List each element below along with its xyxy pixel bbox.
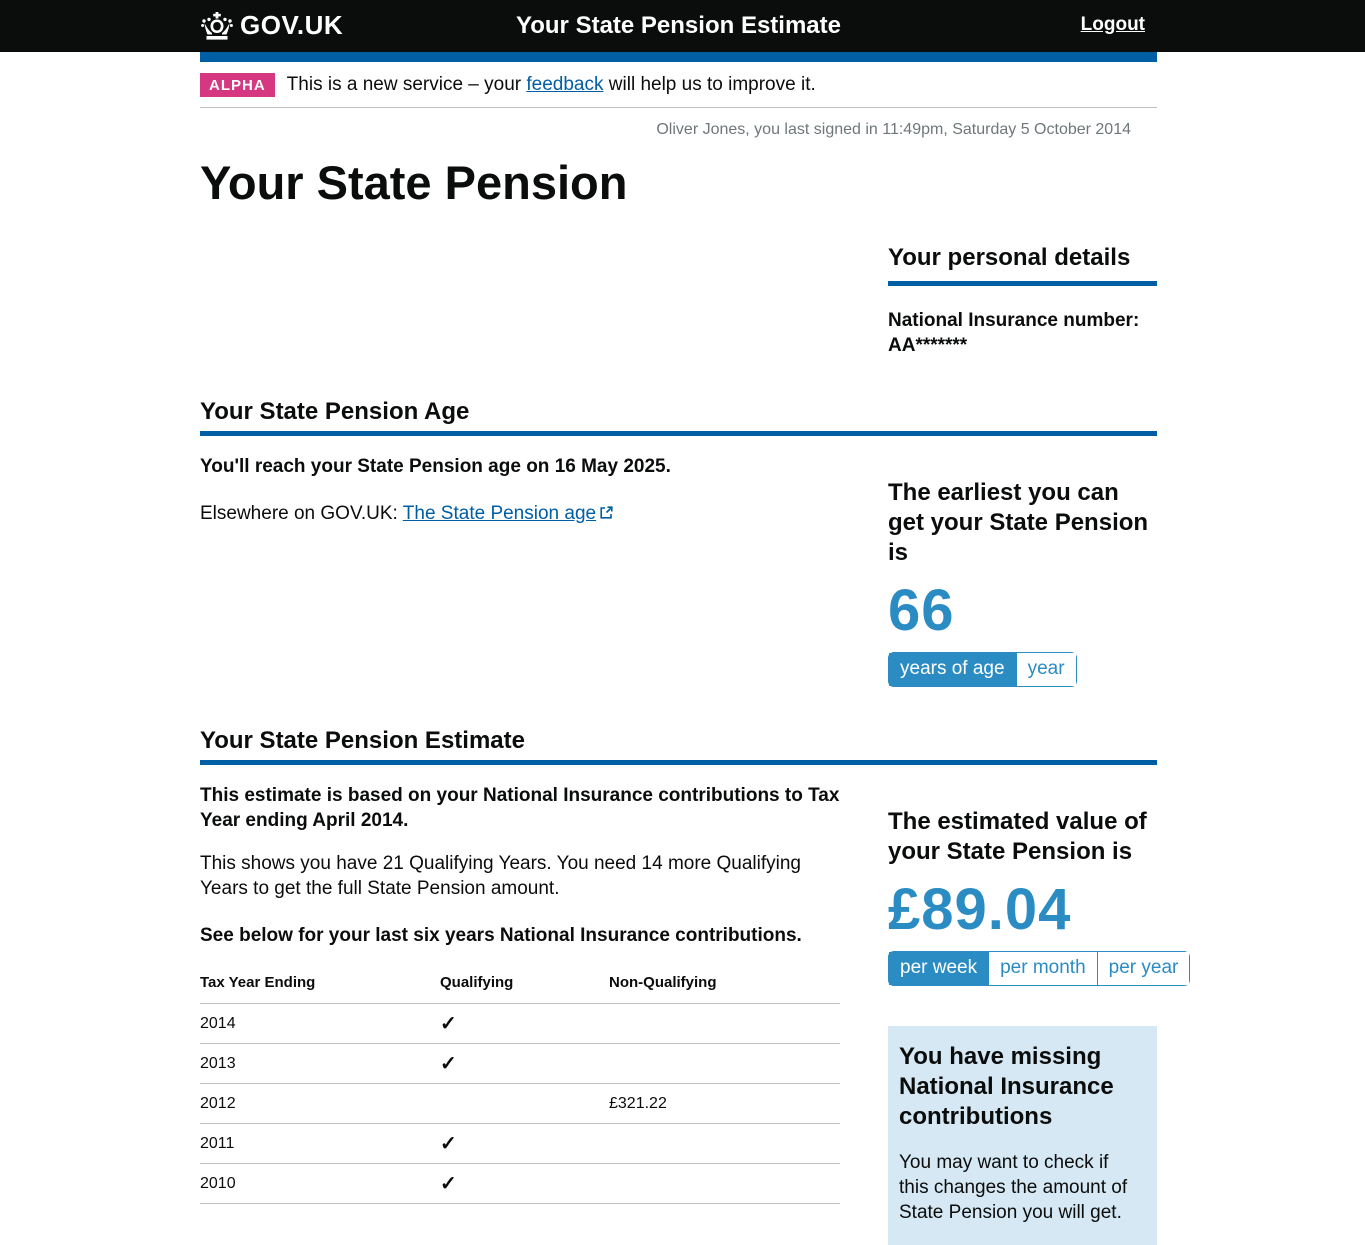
estimated-value-panel — [888, 807, 1179, 986]
phase-banner-text — [287, 74, 816, 96]
feedback-link[interactable]: feedback — [526, 74, 604, 95]
ni-number-value: AA******* — [888, 335, 968, 356]
phase-banner — [200, 62, 1157, 108]
missing-contributions-heading: You have missing National Insurance contributions — [899, 1043, 1114, 1130]
phase-text-after: will help us to improve it. — [603, 74, 816, 95]
logout-link[interactable]: Logout — [1080, 14, 1145, 35]
page-title: Your State Pension — [200, 156, 628, 209]
tab-per-month[interactable]: per month — [988, 952, 1097, 985]
site-header — [0, 0, 1365, 52]
non-qualifying-cell — [609, 1004, 840, 1044]
earliest-age-panel — [888, 454, 1157, 687]
estimated-value-amount: £89.04 — [888, 877, 1072, 942]
logo-text: GOV.UK — [240, 10, 344, 40]
tax-year-cell: 2012 — [200, 1084, 440, 1124]
signed-in-status: Oliver Jones, you last signed in 11:49pm, Saturday 5 October 2014 — [656, 121, 1131, 138]
govuk-logo[interactable] — [200, 10, 343, 41]
pension-age-section — [200, 398, 1157, 687]
estimated-value-heading: The estimated value of your State Pension is — [888, 808, 1147, 865]
earliest-age-value: 66 — [888, 578, 955, 643]
pension-age-rule — [200, 431, 1157, 436]
tax-year-cell: 2014 — [200, 1004, 440, 1044]
check-icon: ✓ — [440, 1133, 457, 1155]
earliest-age-heading: The earliest you can get your State Pension is — [888, 479, 1149, 566]
pension-estimate-heading: Your State Pension Estimate — [200, 727, 525, 754]
non-qualifying-cell — [609, 1124, 840, 1164]
table-row — [200, 1084, 840, 1124]
estimate-side-column — [888, 783, 1179, 1245]
state-pension-age-link[interactable]: The State Pension age — [402, 503, 597, 524]
see-below-text: See below for your last six years National Insurance contributions. — [200, 925, 802, 946]
tax-year-cell: 2011 — [200, 1124, 440, 1164]
phase-text-before: This is a new service – your — [286, 74, 527, 95]
missing-contributions-box — [888, 1026, 1157, 1245]
tax-year-cell: 2013 — [200, 1044, 440, 1084]
elsewhere-line — [200, 501, 840, 526]
col-non-qualifying: Non-Qualifying — [609, 974, 840, 1004]
col-qualifying: Qualifying — [440, 974, 609, 1004]
personal-details-panel — [888, 243, 1157, 358]
tab-per-week[interactable]: per week — [889, 952, 988, 985]
external-link-icon — [600, 501, 613, 526]
check-icon: ✓ — [440, 1013, 457, 1035]
check-icon: ✓ — [440, 1053, 457, 1075]
estimate-basis-text: This estimate is based on your National Insurance contributions to Tax Year ending April 2014. — [200, 785, 840, 831]
ni-contributions-table — [200, 974, 840, 1204]
tab-year[interactable]: year — [1016, 653, 1076, 686]
missing-contributions-text: You may want to check if this changes the amount of State Pension you will get. — [899, 1152, 1128, 1223]
pension-age-reach-text: You'll reach your State Pension age on 16 May 2025. — [200, 456, 671, 477]
non-qualifying-cell: £321.22 — [609, 1084, 840, 1124]
pension-estimate-section — [200, 727, 1179, 1245]
table-row — [200, 1004, 840, 1044]
pension-age-heading: Your State Pension Age — [200, 398, 470, 425]
elsewhere-prefix: Elsewhere on GOV.UK: — [200, 503, 403, 524]
table-row — [200, 1124, 840, 1164]
age-unit-tabs — [888, 652, 1077, 687]
estimate-period-tabs — [888, 951, 1190, 986]
non-qualifying-cell — [609, 1164, 840, 1204]
table-header-row — [200, 974, 840, 1004]
ni-number-label: National Insurance number: — [888, 310, 1140, 331]
crown-icon — [200, 12, 234, 40]
service-title: Your State Pension Estimate — [516, 12, 841, 39]
check-icon: ✓ — [440, 1173, 457, 1195]
alpha-tag: ALPHA — [200, 73, 275, 97]
pension-estimate-rule — [200, 760, 1157, 765]
table-row — [200, 1164, 840, 1204]
tab-years-of-age[interactable]: years of age — [889, 653, 1016, 686]
tax-year-cell: 2010 — [200, 1164, 440, 1204]
col-tax-year-ending: Tax Year Ending — [200, 974, 440, 1004]
qualifying-years-text: This shows you have 21 Qualifying Years. You need 14 more Qualifying Years to get the full State Pension amount. — [200, 853, 801, 899]
ni-number — [888, 308, 1157, 358]
personal-details-rule — [888, 281, 1157, 286]
pension-age-content — [200, 454, 840, 526]
tab-per-year[interactable]: per year — [1097, 952, 1190, 985]
pension-estimate-content — [200, 783, 840, 1204]
table-row — [200, 1044, 840, 1084]
personal-details-heading: Your personal details — [888, 244, 1131, 271]
header-blue-bar — [200, 52, 1157, 62]
non-qualifying-cell — [609, 1044, 840, 1084]
